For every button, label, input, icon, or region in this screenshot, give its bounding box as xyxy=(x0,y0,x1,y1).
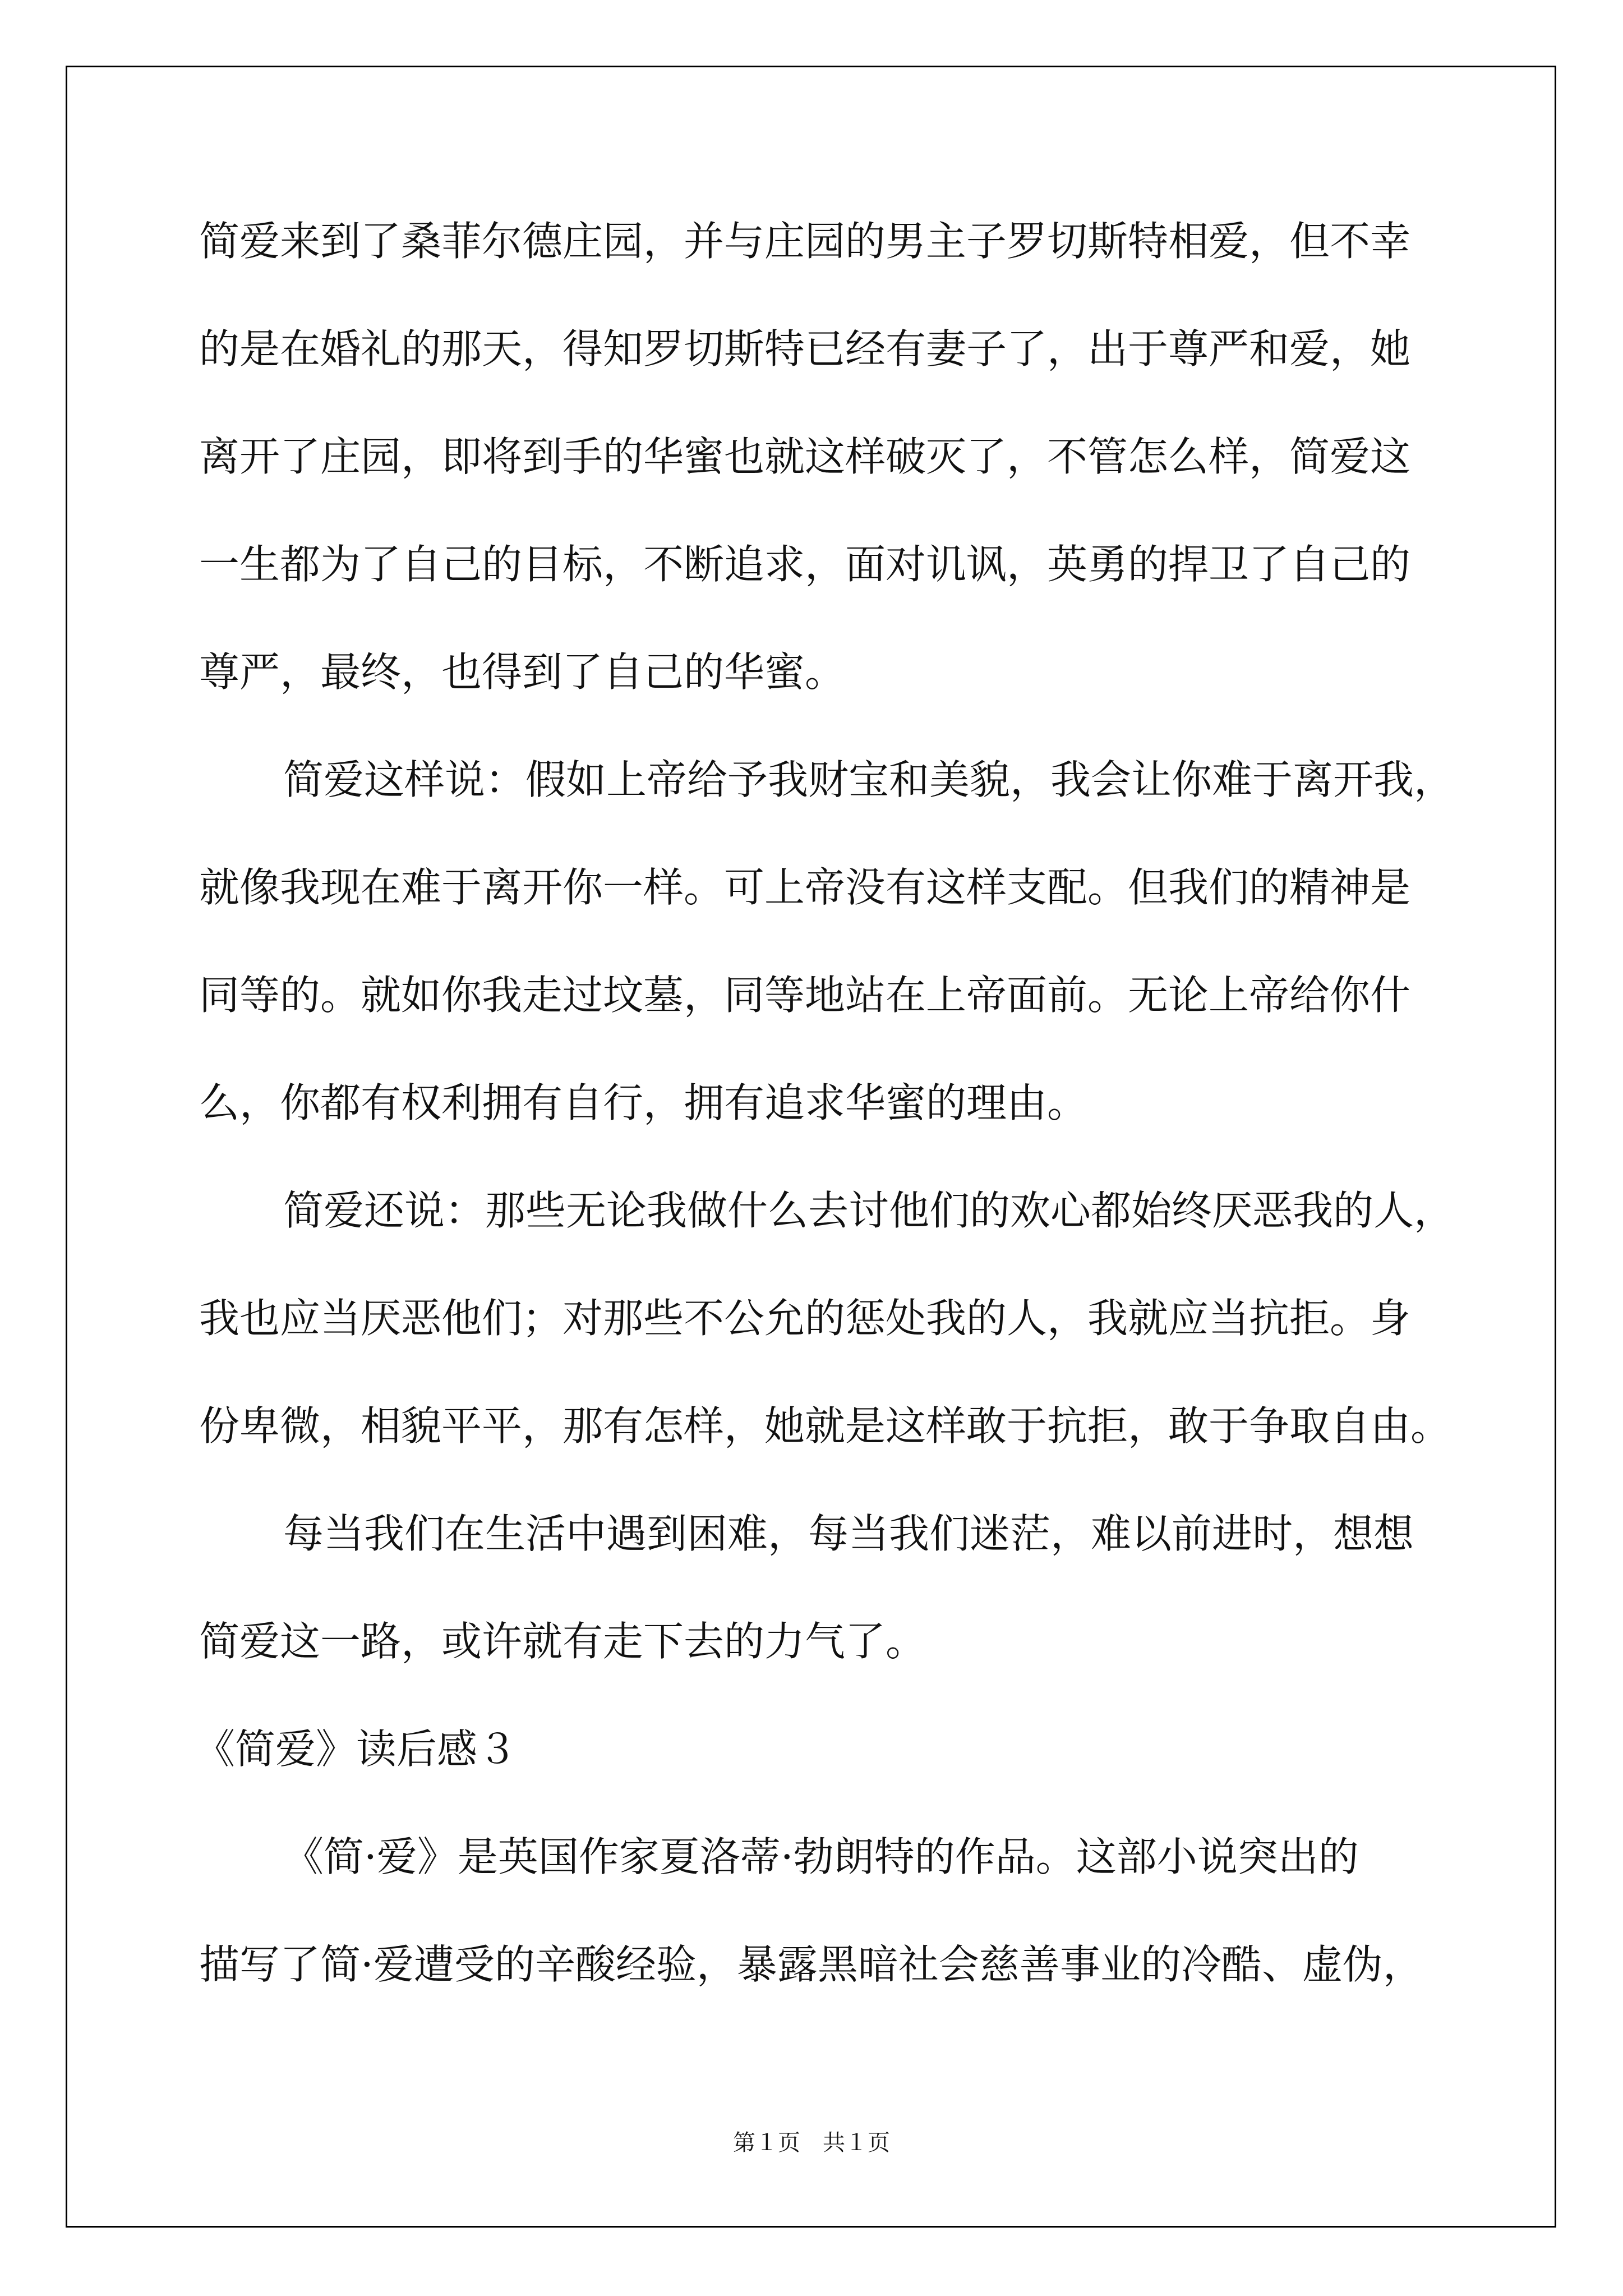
text-line: 么，你都有权利拥有自行，拥有追求华蜜的理由。 xyxy=(199,1079,1088,1126)
text-line: 份卑微，相貌平平，那有怎样，她就是这样敢于抗拒，敢于争取自由。 xyxy=(199,1402,1451,1450)
text-line: 简爱还说：那些无论我做什么去讨他们的欢心都始终厌恶我的人， xyxy=(283,1187,1455,1234)
text-line: 《简·爱》是英国作家夏洛蒂·勃朗特的作品。这部小说突出的 xyxy=(283,1833,1359,1880)
text-line: 同等的。就如你我走过坟墓，同等地站在上帝面前。无论上帝给你什 xyxy=(199,972,1411,1019)
text-line: 简爱这样说：假如上帝给予我财宝和美貌，我会让你难于离开我， xyxy=(283,756,1455,803)
page-number-label: 第１页 共１页 xyxy=(733,2130,890,2156)
text-line: 描写了简·爱遭受的辛酸经验，暴露黑暗社会慈善事业的冷酷、虚伪， xyxy=(199,1941,1423,1988)
text-line: 简爱这一路，或许就有走下去的力气了。 xyxy=(199,1618,926,1665)
text-line: 我也应当厌恶他们；对那些不公允的惩处我的人，我就应当抗拒。身 xyxy=(199,1295,1411,1342)
text-line: 尊严，最终，也得到了自己的华蜜。 xyxy=(199,648,846,696)
text-line: 简爱来到了桑菲尔德庄园，并与庄园的男主子罗切斯特相爱，但不幸 xyxy=(199,218,1411,265)
document-body xyxy=(195,205,1455,2036)
section-heading: 《简爱》读后感３ xyxy=(195,1726,518,1773)
text-line: 每当我们在生活中遇到困难，每当我们迷茫，难以前进时，想想 xyxy=(283,1510,1414,1557)
text-line: 一生都为了自己的目标，不断追求，面对讥讽，英勇的捍卫了自己的 xyxy=(199,541,1411,588)
text-line: 离开了庄园，即将到手的华蜜也就这样破灭了，不管怎么样，简爱这 xyxy=(199,433,1411,480)
page-footer xyxy=(0,2125,1623,2157)
text-line: 的是在婚礼的那天，得知罗切斯特已经有妻子了，出于尊严和爱，她 xyxy=(199,325,1411,372)
text-line: 就像我现在难于离开你一样。可上帝没有这样支配。但我们的精神是 xyxy=(199,864,1411,911)
